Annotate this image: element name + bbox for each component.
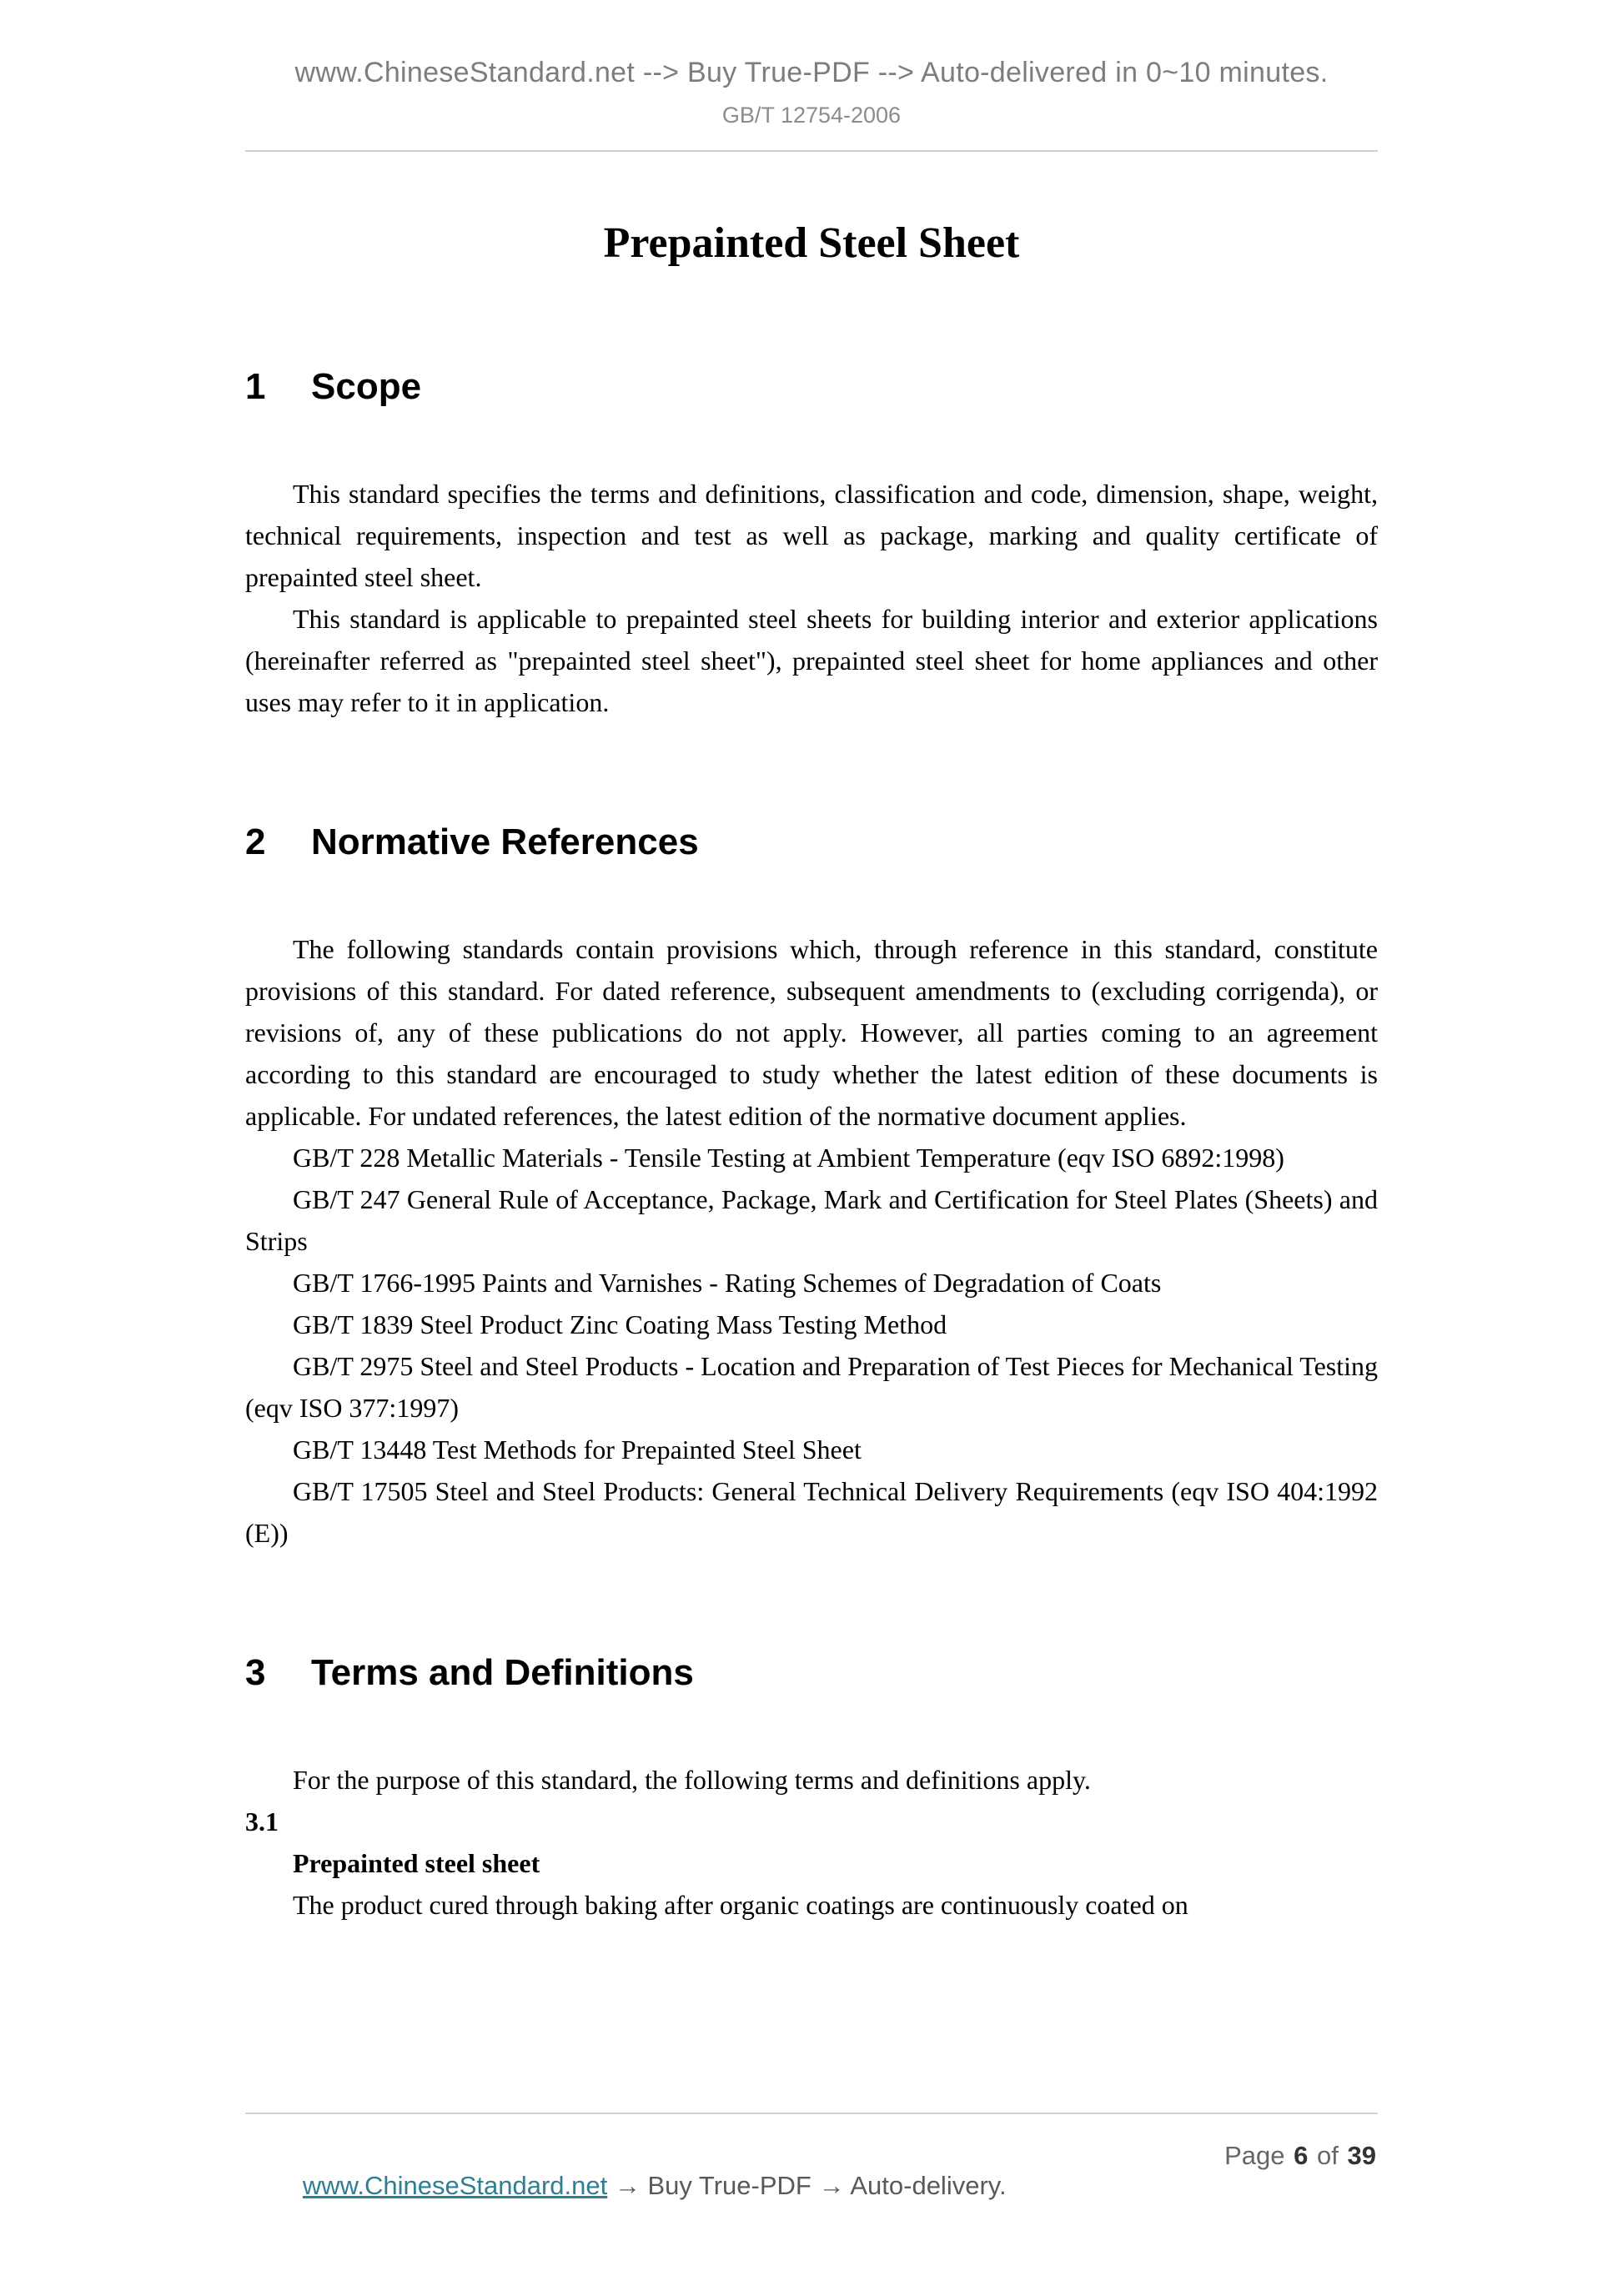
paragraph: This standard specifies the terms and definitions, classification and code, dimension, shape, weight, technical requirements, inspection and test as well as package, marking and quality certificate of prepainted steel sheet. — [245, 479, 1378, 592]
header-promo-text: www.ChineseStandard.net --> Buy True-PDF --> Auto-delivered in 0~10 minutes. — [294, 57, 1329, 88]
paragraph: GB/T 247 General Rule of Acceptance, Package, Mark and Certification for Steel Plates (Sheets) and Strips — [245, 1184, 1378, 1256]
section-heading — [245, 366, 1378, 408]
page-indicator — [1224, 2141, 1378, 2171]
footer-promo — [245, 2141, 1007, 2231]
paragraph: GB/T 17505 Steel and Steel Products: General Technical Delivery Requirements (eqv ISO 404:1992 (E)) — [245, 1476, 1378, 1548]
paragraph: For the purpose of this standard, the following terms and definitions apply. — [293, 1765, 1091, 1795]
paragraph: GB/T 1766-1995 Paints and Varnishes - Rating Schemes of Degradation of Coats — [293, 1268, 1162, 1298]
paragraph: 3.1 — [245, 1806, 279, 1836]
section-heading — [245, 821, 1378, 863]
page-footer — [245, 2113, 1378, 2231]
footer-site-link[interactable]: www.ChineseStandard.net — [302, 2171, 608, 2200]
section-number: 1 — [245, 366, 266, 407]
paragraph: GB/T 1839 Steel Product Zinc Coating Mass Testing Method — [293, 1309, 947, 1339]
section-number: 3 — [245, 1652, 266, 1693]
footer-promo-text: → Buy True-PDF → Auto-delivery. — [607, 2171, 1007, 2200]
section-heading — [245, 1652, 1378, 1694]
footer-divider — [245, 2113, 1378, 2114]
section-number: 2 — [245, 821, 266, 862]
page-label: Page — [1224, 2141, 1285, 2170]
header-divider — [245, 150, 1378, 152]
section-3 — [245, 1652, 1378, 1926]
paragraph: GB/T 2975 Steel and Steel Products - Location and Preparation of Test Pieces for Mechanical Testing (eqv ISO 377:1997) — [245, 1351, 1378, 1423]
header-doc-number: GB/T 12754-2006 — [721, 103, 902, 128]
document-title: Prepainted Steel Sheet — [603, 219, 1020, 267]
section-1 — [245, 366, 1378, 723]
section-title: Terms and Definitions — [311, 1652, 694, 1693]
document-body — [245, 366, 1378, 1926]
page-current: 6 — [1294, 2141, 1309, 2170]
paragraph: The following standards contain provisions which, through reference in this standard, constitute provisions of this standard. For dated reference, subsequent amendments to (excluding corrigenda), or revisions of, any of these publications do not apply. However, all parties coming to an agreement according to this standard are encouraged to study whether the latest edition of these documents is applicable. For undated references, the latest edition of the normative document applies. — [245, 934, 1378, 1131]
paragraph: GB/T 228 Metallic Materials - Tensile Testing at Ambient Temperature (eqv ISO 6892:1998) — [293, 1143, 1284, 1173]
section-title: Normative References — [311, 821, 699, 862]
section-2 — [245, 821, 1378, 1554]
page-header — [245, 0, 1378, 152]
page-of-label: of — [1317, 2141, 1339, 2170]
paragraph: The product cured through baking after organic coatings are continuously coated on — [293, 1890, 1188, 1920]
paragraph: Prepainted steel sheet — [293, 1848, 540, 1878]
section-title: Scope — [311, 366, 422, 407]
page-total: 39 — [1347, 2141, 1376, 2170]
paragraph: This standard is applicable to prepainted steel sheets for building interior and exterior applications (hereinafter referred as "prepainted steel sheet"), prepainted steel sheet for home appliances and other uses may refer to it in application. — [245, 604, 1378, 717]
paragraph: GB/T 13448 Test Methods for Prepainted Steel Sheet — [293, 1434, 862, 1465]
